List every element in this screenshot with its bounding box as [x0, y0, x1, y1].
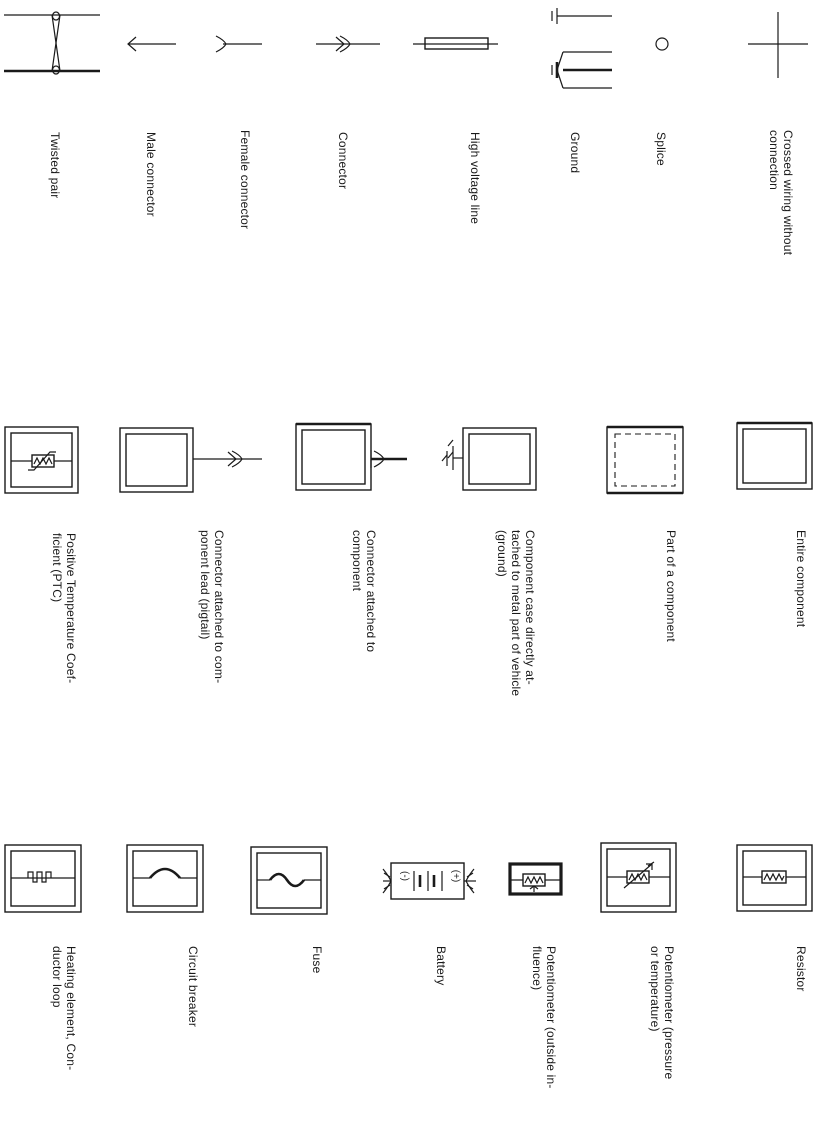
splice-symbol [656, 38, 668, 50]
connector-pigtail-symbol [120, 428, 262, 492]
battery-plus-sign: (+) [450, 869, 461, 883]
label-crossed-wiring: Crossed wiring without connection [767, 130, 795, 256]
ptc-symbol [5, 427, 78, 493]
crossed-wiring-symbol [748, 12, 808, 78]
pot-pressure-symbol [601, 843, 676, 912]
twisted-pair-symbol [4, 12, 100, 74]
connector-component-symbol [296, 424, 407, 490]
label-battery: Battery [434, 946, 448, 986]
label-female-connector: Female connector [238, 130, 252, 230]
high-voltage-line-symbol [413, 38, 498, 49]
label-male-connector: Male connector [144, 132, 158, 217]
ground-symbol [552, 8, 612, 88]
label-resistor: Resistor [794, 946, 808, 992]
case-ground-symbol [442, 428, 536, 490]
circuit-breaker-symbol [127, 845, 203, 912]
label-twisted-pair: Twisted pair [48, 132, 62, 199]
label-circuit-breaker: Circuit breaker [186, 946, 200, 1028]
male-connector-symbol [128, 37, 176, 51]
pot-outside-symbol [510, 864, 561, 894]
part-component-symbol [607, 427, 683, 493]
entire-component-symbol [737, 423, 812, 489]
label-ptc: Positive Temperature Coef- ficient (PTC) [50, 533, 78, 684]
label-connector-pigtail: Connector attached to com- ponent lead (pigtail) [198, 530, 226, 684]
resistor-symbol [737, 845, 812, 911]
fuse-symbol [251, 847, 327, 914]
battery-symbol [383, 863, 476, 899]
label-part-component: Part of a component [664, 530, 678, 642]
label-pot-pressure: Potentiometer (pressure or temperature) [648, 946, 676, 1080]
connector-symbol [316, 36, 380, 52]
label-connector-component: Connector attached to component [350, 530, 378, 653]
label-splice: Splice [654, 132, 668, 166]
battery-minus-sign: (-) [399, 871, 410, 881]
label-heating-element: Heating element, Con- ductor loop [50, 946, 78, 1071]
label-case-ground: Component case directly at- tached to metal part of vehicle (ground) [495, 530, 537, 697]
female-connector-symbol [216, 36, 262, 52]
heating-element-symbol [5, 845, 81, 912]
label-entire-component: Entire component [794, 530, 808, 628]
label-fuse: Fuse [310, 946, 324, 974]
label-connector: Connector [336, 132, 350, 190]
label-ground: Ground [568, 132, 582, 174]
label-pot-outside: Potentiometer (outside in- fluence) [530, 946, 558, 1089]
label-high-voltage-line: High voltage line [468, 132, 482, 225]
